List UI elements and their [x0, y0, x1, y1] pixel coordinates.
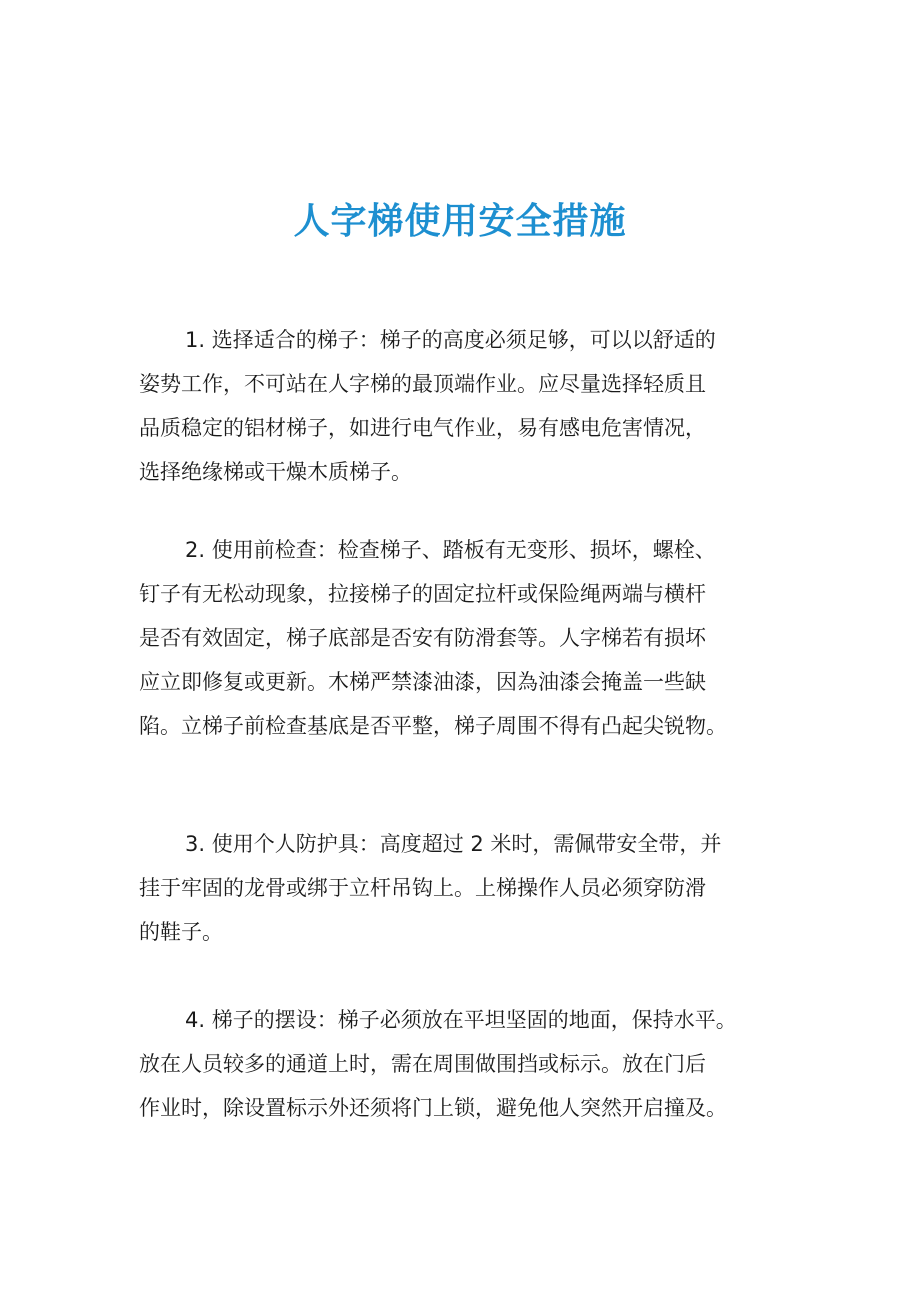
- paragraph-line: 陷。立梯子前检查基底是否平整，梯子周围不得有凸起尖锐物。: [139, 714, 727, 738]
- paragraph-line: 4. 梯子的摆设：梯子必须放在平坦坚固的地面，保持水平。: [185, 1008, 737, 1032]
- paragraph-line: 钉子有无松动现象，拉接梯子的固定拉杆或保险绳两端与横杆: [139, 582, 706, 606]
- paragraph-line: 2. 使用前检查：检查梯子、踏板有无变形、损坏，螺栓、: [185, 538, 716, 562]
- paragraph-line: 的鞋子。: [139, 920, 223, 944]
- paragraph-line: 放在人员较多的通道上时，需在周围做围挡或标示。放在门后: [139, 1052, 706, 1076]
- paragraph-line: 姿势工作，不可站在人字梯的最顶端作业。应尽量选择轻质且: [139, 372, 706, 396]
- paragraph-line: 3. 使用个人防护具：高度超过 2 米时，需佩带安全带，并: [185, 832, 722, 856]
- paragraph-line: 选择绝缘梯或干燥木质梯子。: [139, 460, 412, 484]
- paragraph-line: 品质稳定的铝材梯子，如进行电气作业，易有感电危害情况，: [139, 416, 706, 440]
- paragraph-line: 挂于牢固的龙骨或绑于立杆吊钩上。上梯操作人员必须穿防滑: [139, 876, 706, 900]
- paragraph-1: [139, 318, 789, 494]
- paragraph-line: 应立即修复或更新。木梯严禁漆油漆，因為油漆会掩盖一些缺: [139, 670, 706, 694]
- paragraph-2: [139, 528, 789, 748]
- document-title: 人字梯使用安全措施: [293, 201, 627, 242]
- paragraph-4: [139, 998, 789, 1130]
- paragraph-line: 作业时，除设置标示外还须将门上锁，避免他人突然开启撞及。: [139, 1096, 727, 1120]
- paragraph-3: [139, 822, 789, 954]
- paragraph-line: 1. 选择适合的梯子：梯子的高度必须足够，可以以舒适的: [185, 328, 716, 352]
- paragraph-line: 是否有效固定，梯子底部是否安有防滑套等。人字梯若有损坏: [139, 626, 706, 650]
